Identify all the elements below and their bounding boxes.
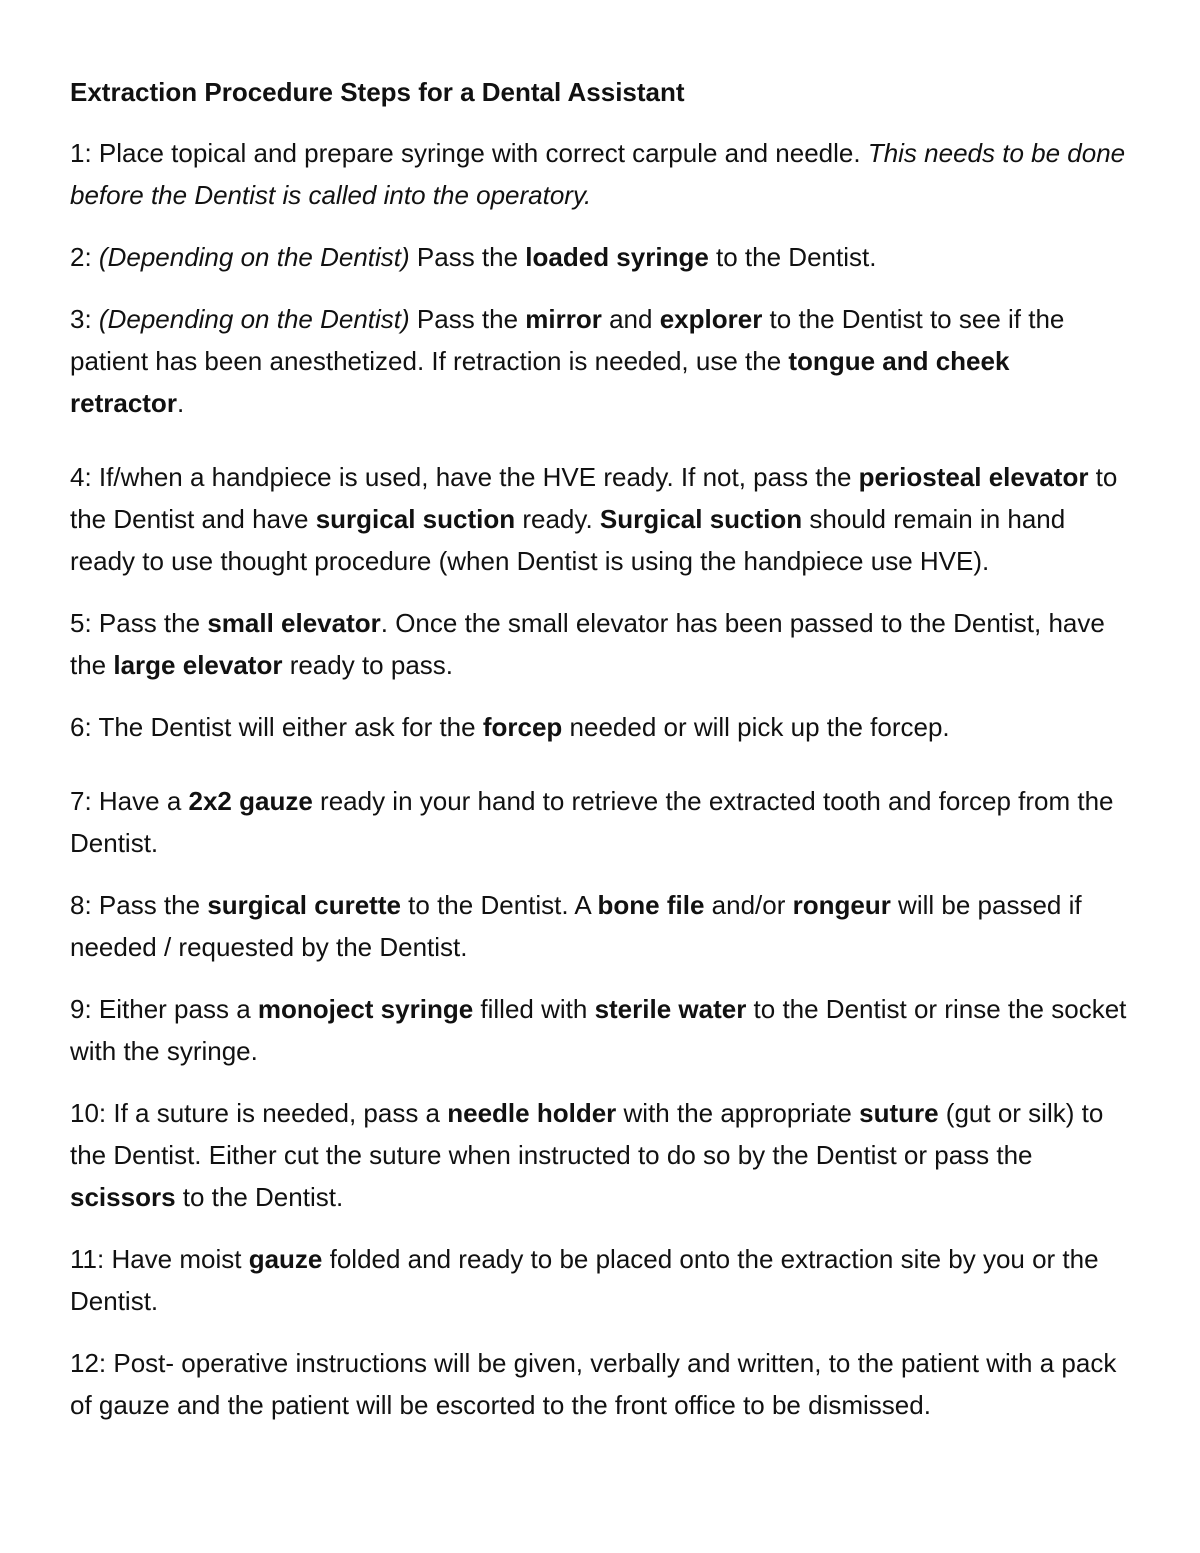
- step-text: Pass the: [409, 304, 526, 334]
- step-text: folded and ready to be placed onto the extraction site by you or the Dentist.: [70, 1244, 1099, 1316]
- bold-term: large elevator: [113, 650, 283, 680]
- bold-term: mirror: [525, 304, 602, 334]
- step-text: 5: Pass the: [70, 608, 208, 638]
- step-text: 2:: [70, 242, 99, 272]
- step-3: [70, 298, 1130, 424]
- bold-term: tongue and cheek retractor: [70, 346, 1010, 418]
- step-10: [70, 1092, 1130, 1218]
- bold-term: scissors: [70, 1182, 176, 1212]
- step-text: needed or will pick up the forcep.: [562, 712, 950, 742]
- step-text: and/or: [704, 890, 793, 920]
- italic-text: (Depending on the Dentist): [98, 304, 410, 334]
- step-text: with the appropriate: [616, 1098, 860, 1128]
- step-text: should remain in hand ready to use thought procedure (when Dentist is using the handpiece use HVE).: [70, 504, 1066, 576]
- bold-term: Surgical suction: [599, 504, 803, 534]
- bold-term: explorer: [659, 304, 763, 334]
- bold-term: suture: [859, 1098, 939, 1128]
- step-text: filled with: [473, 994, 595, 1024]
- bold-term: rongeur: [792, 890, 891, 920]
- bold-term: loaded syringe: [525, 242, 709, 272]
- bold-term: periosteal elevator: [858, 462, 1089, 492]
- step-text: to the Dentist or rinse the socket with the syringe.: [70, 994, 1127, 1066]
- step-11: [70, 1238, 1130, 1322]
- bold-term: sterile water: [594, 994, 747, 1024]
- step-text: to the Dentist.: [175, 1182, 344, 1212]
- bold-term: 2x2 gauze: [188, 786, 313, 816]
- step-text: 10: If a suture is needed, pass a: [70, 1098, 448, 1128]
- step-text: 3:: [70, 304, 99, 334]
- bold-term: gauze: [248, 1244, 323, 1274]
- step-text: 1: Place topical and prepare syringe with correct carpule and needle.: [70, 138, 868, 168]
- step-text: 11: Have moist: [70, 1244, 249, 1274]
- step-text: 6: The Dentist will either ask for the: [70, 712, 483, 742]
- step-text: will be passed if needed / requested by the Dentist.: [70, 890, 1082, 962]
- step-text: Pass the: [409, 242, 526, 272]
- step-9: [70, 988, 1130, 1072]
- step-text: to the Dentist to see if the patient has been anesthetized. If retraction is needed, use the: [70, 304, 1065, 376]
- step-text: (gut or silk) to the Dentist. Either cut the suture when instructed to do so by the Dentist or pass the: [70, 1098, 1104, 1170]
- step-text: .: [176, 388, 185, 418]
- step-text: 7: Have a: [70, 786, 189, 816]
- step-text: 4: If/when a handpiece is used, have the HVE ready. If not, pass the: [70, 462, 859, 492]
- italic-text: (Depending on the Dentist): [98, 242, 410, 272]
- bold-term: bone file: [597, 890, 705, 920]
- document-title: Extraction Procedure Steps for a Dental Assistant: [70, 77, 685, 107]
- step-text: 12: Post- operative instructions will be given, verbally and written, to the patient with a pack of gauze and the patient will be escorted to the front office to be dismissed.: [70, 1348, 1117, 1420]
- step-text: . Once the small elevator has been passed to the Dentist, have the: [70, 608, 1105, 680]
- bold-term: surgical curette: [207, 890, 401, 920]
- step-text: ready in your hand to retrieve the extracted tooth and forcep from the Dentist.: [70, 786, 1114, 858]
- italic-text: This needs to be done before the Dentist is called into the operatory.: [70, 138, 1126, 210]
- step-text: 8: Pass the: [70, 890, 208, 920]
- step-text: 9: Either pass a: [70, 994, 258, 1024]
- step-12: [70, 1342, 1130, 1426]
- step-8: [70, 884, 1130, 968]
- step-text: to the Dentist. A: [400, 890, 598, 920]
- step-7: [70, 780, 1130, 864]
- step-text: to the Dentist and have: [70, 462, 1118, 534]
- bold-term: monoject syringe: [257, 994, 474, 1024]
- bold-term: surgical suction: [315, 504, 516, 534]
- step-text: and: [601, 304, 660, 334]
- bold-term: small elevator: [207, 608, 381, 638]
- step-text: to the Dentist.: [708, 242, 877, 272]
- step-text: ready to pass.: [282, 650, 454, 680]
- bold-term: needle holder: [447, 1098, 617, 1128]
- step-text: ready.: [515, 504, 600, 534]
- step-1: [70, 132, 1130, 216]
- step-5: [70, 602, 1130, 686]
- steps-list: [70, 132, 1130, 1426]
- step-6: [70, 706, 1130, 748]
- step-4: [70, 456, 1130, 582]
- bold-term: forcep: [482, 712, 563, 742]
- step-2: [70, 236, 1130, 278]
